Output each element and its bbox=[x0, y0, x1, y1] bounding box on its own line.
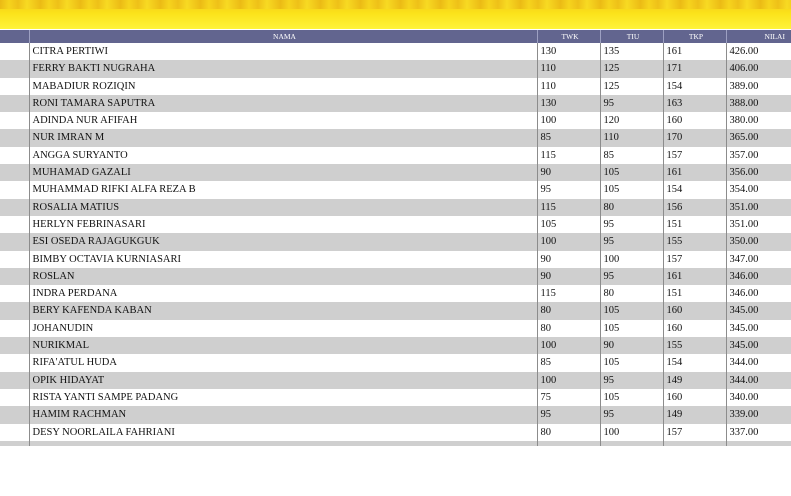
cell-nama: ROSALIA MATIUS bbox=[29, 199, 537, 216]
results-table bbox=[0, 30, 791, 446]
cell-nama: FERRY BAKTI NUGRAHA bbox=[29, 60, 537, 77]
cell-tkp: 154 bbox=[663, 78, 726, 95]
cell-twk: 90 bbox=[537, 164, 600, 181]
cell-tkp: 157 bbox=[663, 147, 726, 164]
cell-twk: 80 bbox=[537, 302, 600, 319]
row-number-cell bbox=[0, 268, 29, 285]
column-header-tiu: TIU bbox=[600, 30, 663, 43]
row-number-cell bbox=[0, 164, 29, 181]
cell-nama: DESY NOORLAILA FAHRIANI bbox=[29, 424, 537, 441]
row-number-cell bbox=[0, 406, 29, 423]
table-row bbox=[0, 354, 791, 371]
cell-nama: MUHAMAD GAZALI bbox=[29, 164, 537, 181]
cell-tiu: 80 bbox=[600, 285, 663, 302]
cell-tiu: 100 bbox=[600, 424, 663, 441]
cell-twk: 100 bbox=[537, 337, 600, 354]
column-header-twk: TWK bbox=[537, 30, 600, 43]
cell-tiu: 105 bbox=[600, 354, 663, 371]
cell-nilai: 344.00 bbox=[726, 372, 791, 389]
cell-nama: NURIKMAL bbox=[29, 337, 537, 354]
cell-tiu: 105 bbox=[600, 320, 663, 337]
row-number-cell bbox=[0, 60, 29, 77]
row-number-cell bbox=[0, 112, 29, 129]
cell-nilai: 389.00 bbox=[726, 78, 791, 95]
cell-twk: 115 bbox=[537, 147, 600, 164]
cell-nilai: 345.00 bbox=[726, 320, 791, 337]
table-row bbox=[0, 164, 791, 181]
table-row bbox=[0, 285, 791, 302]
cell-twk: 90 bbox=[537, 268, 600, 285]
table-row bbox=[0, 424, 791, 441]
empty-cell bbox=[29, 441, 537, 446]
cell-nilai: 350.00 bbox=[726, 233, 791, 250]
cell-nama: ANGGA SURYANTO bbox=[29, 147, 537, 164]
cell-tkp: 161 bbox=[663, 43, 726, 60]
cell-twk: 80 bbox=[537, 320, 600, 337]
cell-twk: 90 bbox=[537, 251, 600, 268]
table-row bbox=[0, 233, 791, 250]
table-row bbox=[0, 129, 791, 146]
cell-nama: HAMIM RACHMAN bbox=[29, 406, 537, 423]
row-number-cell bbox=[0, 129, 29, 146]
cell-nilai: 337.00 bbox=[726, 424, 791, 441]
cell-nilai: 354.00 bbox=[726, 181, 791, 198]
cell-nilai: 426.00 bbox=[726, 43, 791, 60]
cell-nama: RISTA YANTI SAMPE PADANG bbox=[29, 389, 537, 406]
cell-twk: 80 bbox=[537, 424, 600, 441]
column-header-tkp: TKP bbox=[663, 30, 726, 43]
cell-twk: 130 bbox=[537, 95, 600, 112]
row-number-cell bbox=[0, 181, 29, 198]
cell-nilai: 339.00 bbox=[726, 406, 791, 423]
cell-tkp: 149 bbox=[663, 406, 726, 423]
cell-nama: BIMBY OCTAVIA KURNIASARI bbox=[29, 251, 537, 268]
row-number-cell bbox=[0, 285, 29, 302]
cell-tkp: 155 bbox=[663, 337, 726, 354]
cell-twk: 85 bbox=[537, 354, 600, 371]
banner-decoration bbox=[0, 0, 791, 9]
cell-nama: RONI TAMARA SAPUTRA bbox=[29, 95, 537, 112]
table-header-row bbox=[0, 30, 791, 43]
cell-tiu: 95 bbox=[600, 372, 663, 389]
cell-nilai: 340.00 bbox=[726, 389, 791, 406]
cell-twk: 100 bbox=[537, 112, 600, 129]
cell-tiu: 95 bbox=[600, 406, 663, 423]
cell-nilai: 388.00 bbox=[726, 95, 791, 112]
cell-tkp: 154 bbox=[663, 181, 726, 198]
cell-nama: CITRA PERTIWI bbox=[29, 43, 537, 60]
cell-nama: RIFA'ATUL HUDA bbox=[29, 354, 537, 371]
cell-nilai: 351.00 bbox=[726, 216, 791, 233]
cell-tkp: 161 bbox=[663, 164, 726, 181]
row-number-cell bbox=[0, 233, 29, 250]
cell-tiu: 80 bbox=[600, 199, 663, 216]
cell-tkp: 171 bbox=[663, 60, 726, 77]
header-banner bbox=[0, 0, 791, 29]
row-number-cell bbox=[0, 337, 29, 354]
row-number-cell bbox=[0, 216, 29, 233]
cell-nilai: 346.00 bbox=[726, 285, 791, 302]
cell-twk: 110 bbox=[537, 60, 600, 77]
cell-tkp: 160 bbox=[663, 389, 726, 406]
cell-tiu: 100 bbox=[600, 251, 663, 268]
empty-cell bbox=[600, 441, 663, 446]
cell-tkp: 160 bbox=[663, 112, 726, 129]
row-number-cell bbox=[0, 199, 29, 216]
cell-tiu: 105 bbox=[600, 164, 663, 181]
cell-nama: HERLYN FEBRINASARI bbox=[29, 216, 537, 233]
row-number-cell bbox=[0, 320, 29, 337]
cell-nilai: 357.00 bbox=[726, 147, 791, 164]
table-divider bbox=[29, 43, 30, 446]
column-header-nilai: NILAI bbox=[726, 30, 791, 43]
cell-tiu: 135 bbox=[600, 43, 663, 60]
cell-tkp: 151 bbox=[663, 285, 726, 302]
cell-nama: JOHANUDIN bbox=[29, 320, 537, 337]
column-header-nama: NAMA bbox=[29, 30, 537, 43]
table-row bbox=[0, 216, 791, 233]
cell-nilai: 380.00 bbox=[726, 112, 791, 129]
table-row bbox=[0, 43, 791, 60]
cell-nama: NUR IMRAN M bbox=[29, 129, 537, 146]
cell-twk: 75 bbox=[537, 389, 600, 406]
table-row bbox=[0, 372, 791, 389]
table-row bbox=[0, 181, 791, 198]
cell-tkp: 157 bbox=[663, 424, 726, 441]
table-body bbox=[0, 43, 791, 446]
cell-tiu: 105 bbox=[600, 389, 663, 406]
row-number-cell bbox=[0, 354, 29, 371]
cell-nilai: 345.00 bbox=[726, 302, 791, 319]
cell-nama: OPIK HIDAYAT bbox=[29, 372, 537, 389]
cell-twk: 115 bbox=[537, 285, 600, 302]
empty-cell bbox=[537, 441, 600, 446]
cell-tiu: 95 bbox=[600, 268, 663, 285]
cell-tkp: 170 bbox=[663, 129, 726, 146]
table-row bbox=[0, 268, 791, 285]
row-number-cell bbox=[0, 372, 29, 389]
cell-tkp: 160 bbox=[663, 302, 726, 319]
cell-nama: MABADIUR ROZIQIN bbox=[29, 78, 537, 95]
cell-nama: ADINDA NUR AFIFAH bbox=[29, 112, 537, 129]
cell-tkp: 154 bbox=[663, 354, 726, 371]
cell-tiu: 95 bbox=[600, 216, 663, 233]
cell-nilai: 345.00 bbox=[726, 337, 791, 354]
empty-cell bbox=[726, 441, 791, 446]
cell-twk: 95 bbox=[537, 406, 600, 423]
table-row bbox=[0, 199, 791, 216]
cell-twk: 110 bbox=[537, 78, 600, 95]
cell-nama: ESI OSEDA RAJAGUKGUK bbox=[29, 233, 537, 250]
table-row bbox=[0, 302, 791, 319]
row-number-cell bbox=[0, 95, 29, 112]
table-row-partial bbox=[0, 441, 791, 446]
cell-nilai: 344.00 bbox=[726, 354, 791, 371]
table-row bbox=[0, 406, 791, 423]
cell-nama: ROSLAN bbox=[29, 268, 537, 285]
table-row bbox=[0, 78, 791, 95]
row-number-cell bbox=[0, 302, 29, 319]
cell-twk: 115 bbox=[537, 199, 600, 216]
row-number-cell bbox=[0, 251, 29, 268]
table-row bbox=[0, 337, 791, 354]
cell-twk: 130 bbox=[537, 43, 600, 60]
cell-tkp: 161 bbox=[663, 268, 726, 285]
cell-tiu: 125 bbox=[600, 60, 663, 77]
row-number-cell bbox=[0, 389, 29, 406]
row-number-cell bbox=[0, 147, 29, 164]
cell-tiu: 105 bbox=[600, 302, 663, 319]
cell-nilai: 346.00 bbox=[726, 268, 791, 285]
cell-tkp: 157 bbox=[663, 251, 726, 268]
cell-twk: 85 bbox=[537, 129, 600, 146]
row-number-cell bbox=[0, 424, 29, 441]
cell-tkp: 156 bbox=[663, 199, 726, 216]
cell-tiu: 95 bbox=[600, 95, 663, 112]
cell-twk: 100 bbox=[537, 372, 600, 389]
table-row bbox=[0, 95, 791, 112]
cell-tkp: 160 bbox=[663, 320, 726, 337]
cell-nilai: 356.00 bbox=[726, 164, 791, 181]
cell-nama: INDRA PERDANA bbox=[29, 285, 537, 302]
cell-nama: MUHAMMAD RIFKI ALFA REZA B bbox=[29, 181, 537, 198]
cell-twk: 105 bbox=[537, 216, 600, 233]
cell-tiu: 110 bbox=[600, 129, 663, 146]
empty-cell bbox=[0, 441, 29, 446]
empty-cell bbox=[663, 441, 726, 446]
cell-nilai: 406.00 bbox=[726, 60, 791, 77]
cell-nilai: 347.00 bbox=[726, 251, 791, 268]
table-row bbox=[0, 389, 791, 406]
table-row bbox=[0, 251, 791, 268]
cell-tiu: 95 bbox=[600, 233, 663, 250]
cell-tkp: 163 bbox=[663, 95, 726, 112]
cell-tkp: 151 bbox=[663, 216, 726, 233]
cell-nilai: 351.00 bbox=[726, 199, 791, 216]
cell-tiu: 125 bbox=[600, 78, 663, 95]
cell-twk: 95 bbox=[537, 181, 600, 198]
cell-tiu: 105 bbox=[600, 181, 663, 198]
column-header-no bbox=[0, 30, 29, 43]
cell-tkp: 149 bbox=[663, 372, 726, 389]
cell-tkp: 155 bbox=[663, 233, 726, 250]
row-number-cell bbox=[0, 78, 29, 95]
cell-tiu: 85 bbox=[600, 147, 663, 164]
row-number-cell bbox=[0, 43, 29, 60]
table-row bbox=[0, 147, 791, 164]
table-row bbox=[0, 60, 791, 77]
cell-nilai: 365.00 bbox=[726, 129, 791, 146]
cell-tiu: 90 bbox=[600, 337, 663, 354]
table-row bbox=[0, 320, 791, 337]
cell-twk: 100 bbox=[537, 233, 600, 250]
cell-nama: BERY KAFENDA KABAN bbox=[29, 302, 537, 319]
cell-tiu: 120 bbox=[600, 112, 663, 129]
table-row bbox=[0, 112, 791, 129]
